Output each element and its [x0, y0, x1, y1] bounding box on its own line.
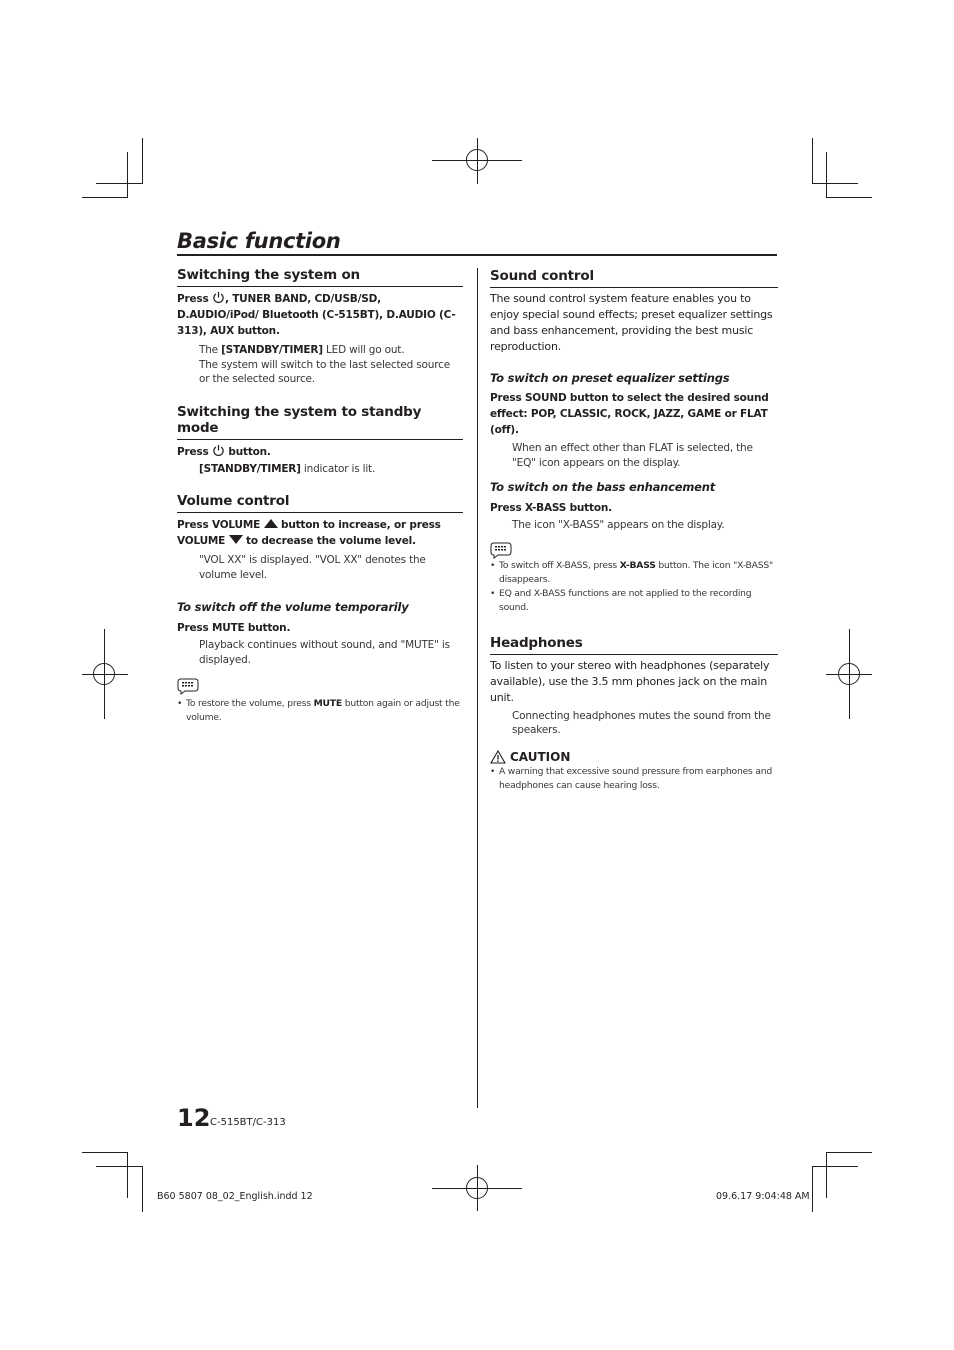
instruction-bass: Press X-BASS button.: [490, 502, 612, 514]
triangle-up-icon: [264, 519, 278, 528]
note-icon: [177, 677, 199, 695]
note-icon: [490, 541, 512, 559]
instruction-standby: Press button.: [177, 445, 271, 458]
result-bass: The icon "X-BASS" appears on the display.: [512, 519, 725, 531]
caution-heading: CAUTION: [490, 750, 778, 764]
page-number: 12: [177, 1104, 211, 1132]
warning-icon: [490, 750, 506, 764]
column-divider: [477, 268, 478, 1108]
section-standby: [177, 404, 463, 477]
caution-item: • A warning that excessive sound pressure from earphones and headphones can cause hearing loss.: [490, 765, 778, 793]
section-title-headphones: Headphones: [490, 635, 778, 655]
subtitle-mute: To switch off the volume temporarily: [177, 600, 409, 614]
intro-headphones: To listen to your stereo with headphones (separately available), use the 3.5 mm phones jack on the main unit.: [490, 658, 770, 704]
note-list-mute: [177, 697, 463, 725]
note-item: • To switch off X-BASS, press X-BASS button. The icon "X-BASS" disappears.: [490, 559, 778, 587]
section-title-standby: Switching the system to standby mode: [177, 404, 463, 440]
result-eq: When an effect other than FLAT is selected, the "EQ" icon appears on the display.: [512, 442, 753, 469]
section-headphones: [490, 635, 778, 793]
model-label: C-515BT/C-313: [210, 1117, 286, 1128]
result-volume: "VOL XX" is displayed. "VOL XX" denotes the volume level.: [199, 554, 426, 581]
slug-filename: B60 5807 08_02_English.indd 12: [157, 1191, 313, 1202]
result-standby: [STANDBY/TIMER] indicator is lit.: [199, 462, 376, 475]
instruction-eq: Press SOUND button to select the desired sound effect: POP, CLASSIC, ROCK, JAZZ, GAME or FLAT (off).: [490, 392, 769, 436]
note-item: • EQ and X-BASS functions are not applied to the recording sound.: [490, 587, 778, 615]
result-switch-on: The [STANDBY/TIMER] LED will go out.: [199, 344, 405, 356]
page-title: Basic function: [177, 229, 341, 253]
title-rule: [177, 254, 777, 256]
slug-timestamp: 09.6.17 9:04:48 AM: [716, 1191, 810, 1202]
instruction-volume: Press VOLUME button to increase, or press VOLUME to decrease the volume level.: [177, 519, 441, 547]
right-column: [490, 268, 778, 793]
section-volume: [177, 493, 463, 725]
section-sound: [490, 268, 778, 615]
note-item: • To restore the volume, press MUTE button again or adjust the volume.: [177, 697, 463, 725]
note-list-sound: [490, 559, 778, 615]
power-icon: [212, 444, 225, 457]
result-headphones: Connecting headphones mutes the sound from the speakers.: [512, 709, 771, 736]
section-title-sound: Sound control: [490, 268, 778, 288]
section-title-volume: Volume control: [177, 493, 463, 513]
result-switch-on-2: The system will switch to the last selected source or the selected source.: [199, 358, 450, 385]
caution-list: [490, 765, 778, 793]
instruction-switch-on: Press , TUNER BAND, CD/USB/SD, D.AUDIO/iPod/ Bluetooth (C-515BT), D.AUDIO (C-313), AUX button.: [177, 293, 456, 337]
section-switch-on: [177, 267, 463, 387]
triangle-down-icon: [229, 535, 243, 544]
result-mute: Playback continues without sound, and "MUTE" is displayed.: [199, 639, 450, 666]
subtitle-bass: To switch on the bass enhancement: [490, 480, 716, 494]
section-title-switch-on: Switching the system on: [177, 267, 463, 287]
intro-sound: The sound control system feature enables you to enjoy special sound effects; preset equalizer settings and bass enhancement, providing the best music reproduction.: [490, 292, 773, 353]
left-column: [177, 267, 463, 725]
instruction-mute: Press MUTE button.: [177, 622, 291, 634]
power-icon: [212, 291, 225, 304]
subtitle-eq: To switch on preset equalizer settings: [490, 371, 730, 385]
